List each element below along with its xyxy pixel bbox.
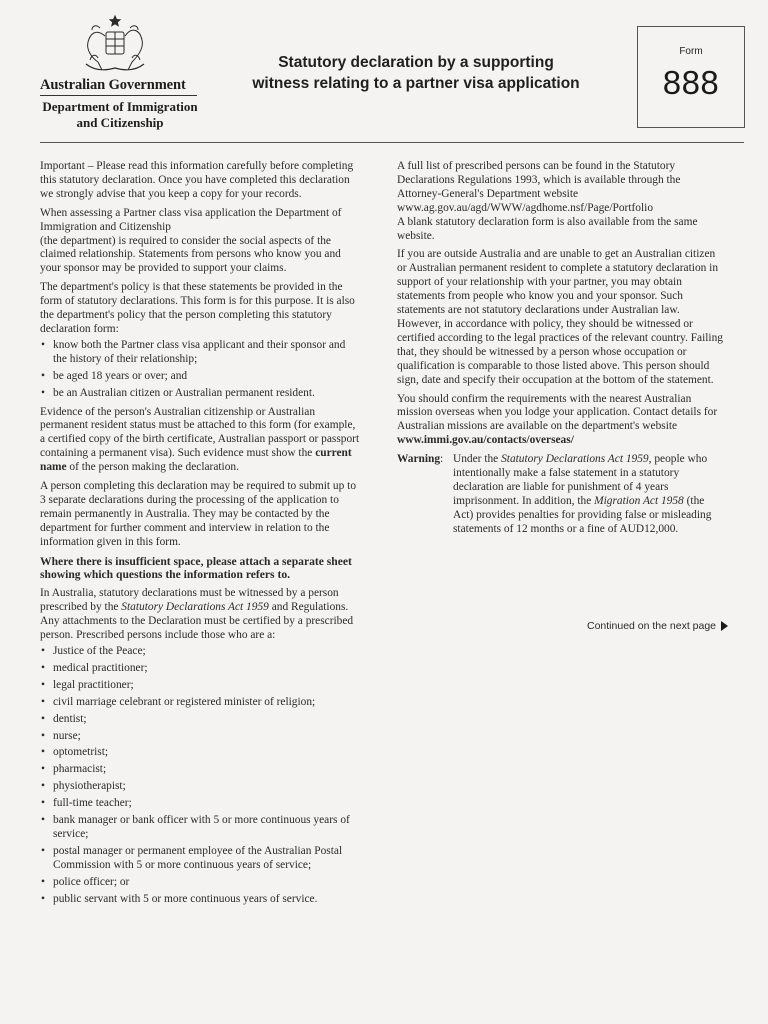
assessment-paragraph-part-2: (the department) is required to consider the social aspects of the claimed relationship. Statements from persons who know you and your sponsor may be provided to support your claims.: [40, 234, 341, 275]
list-item: • postal manager or permanent employee of the Australian Postal Commission with 5 or more continuous years of service;: [41, 844, 343, 871]
assessment-paragraph-part-1: When assessing a Partner class visa application the Department of Immigration and Citizenship: [40, 206, 342, 233]
continued-next-page: [587, 620, 728, 632]
current-name-emphasis: current name: [40, 447, 352, 474]
continued-label: Continued on the next page: [587, 620, 717, 632]
list-item: • optometrist;: [41, 746, 109, 759]
list-item: • Justice of the Peace;: [41, 645, 146, 657]
witness-paragraph: In Australia, statutory declarations must be witnessed by a person prescribed by the Statutory Declarations Act 1959 and Regulations. Any attachments to the Declaration must be certified by a prescribed person. Prescribed persons include those who are a:: [40, 587, 354, 642]
warning-label: Warning:: [397, 453, 444, 466]
list-item: • public servant with 5 or more continuous years of service.: [41, 892, 318, 905]
prescribed-list-paragraph: A full list of prescribed persons can be found in the Statutory Declarations Regulations 1993, which is available through the Attorney-General's Department website www.ag.gov.au/agd/WWW/agdhome.nsf/Page/Portfolio A blank statutory declaration form is also available from the same website.: [397, 160, 698, 242]
warning-text: Under the Statutory Declarations Act 1959, people who intentionally make a false statement in a statutory declaration are liable for punishment of 4 years imprisonment. In addition, the Migration Act 1958 (the Act) provides penalties for providing false or misleading statements of 12 months or a fine of AUD12,000.: [453, 453, 712, 535]
list-item: • know both the Partner class visa applicant and their sponsor and the history of their relationship;: [41, 338, 346, 365]
act-title: Statutory Declarations Act 1959: [121, 601, 269, 614]
list-item: • full-time teacher;: [41, 797, 132, 810]
list-item: • be aged 18 years or over; and: [41, 369, 188, 382]
coat-of-arms-icon: [78, 14, 152, 76]
form-number: 888: [662, 64, 720, 101]
form-title: [240, 52, 592, 94]
government-divider: [40, 95, 197, 96]
prescribed-persons-list: [40, 645, 360, 907]
list-item: • civil marriage celebrant or registered minister of religion;: [41, 695, 316, 708]
left-column: [40, 160, 360, 912]
list-item: • pharmacist;: [41, 763, 107, 776]
important-notice: Important – Please read this information carefully before completing this statutory declaration. Once you have completed this declaration we strongly advise that you keep a copy for your records.: [40, 160, 354, 200]
form-label: Form: [679, 46, 703, 57]
list-item: • medical practitioner;: [41, 661, 148, 674]
list-item: • bank manager or bank officer with 5 or more continuous years of service;: [41, 814, 350, 840]
header-divider: [40, 142, 744, 143]
criteria-list: [40, 339, 360, 401]
government-name: Australian Government: [40, 77, 186, 93]
confirm-requirements-paragraph: You should confirm the requirements with the nearest Australian mission overseas when you lodge your application. Contact details for Australian missions are available on the department's website www.immi.gov.au/contacts/overseas/: [397, 392, 718, 447]
list-item: • dentist;: [41, 712, 87, 725]
missions-url: www.immi.gov.au/contacts/overseas/: [397, 434, 574, 447]
warning-block: [397, 453, 724, 536]
list-item: • legal practitioner;: [41, 678, 134, 691]
outside-australia-paragraph: If you are outside Australia and are unable to get an Australian citizen or Australian permanent resident to complete a statutory declaration in support of your relationship with your partner, you may obtain statements from people who know you and your sponsor. Such statements are not statutory declarations under Australian law. However, in accordance with policy, they should be witnessed or certified according to the legal practices of the relevant country. Failing that, they should be witnessed by a person whose occupation or qualification is comparable to those listed above. This person should sign, date and specify their occupation at the bottom of the statement.: [397, 248, 723, 386]
form-number-box: [637, 26, 745, 128]
insufficient-space-notice: Where there is insufficient space, please attach a separate sheet showing which questions the information refers to.: [40, 554, 352, 582]
arrow-right-icon: [721, 621, 728, 631]
evidence-paragraph: Evidence of the person's Australian citizenship or Australian permanent resident status must be attached to this form (for example, a certified copy of the birth certificate, Australian passport or passport containing a permanent visa). Such evidence must show the current name of the person making the declaration.: [40, 405, 360, 474]
list-item: • police officer; or: [41, 875, 130, 888]
list-item: • nurse;: [41, 729, 81, 742]
multiple-declarations-paragraph: A person completing this declaration may be required to submit up to 3 separate declarations during the processing of the application to remain permanently in Australia. They may be contacted by the department for further comment and interview in relation to the information given in this form.: [40, 480, 357, 548]
department-name: [40, 99, 200, 130]
form-title-line-1: Statutory declaration by a supporting: [278, 54, 554, 71]
department-line-1: Department of Immigration: [42, 99, 198, 114]
assessment-paragraph: [40, 207, 360, 277]
right-column: [397, 160, 724, 537]
policy-paragraph: The department's policy is that these statements be provided in the form of statutory declarations. This form is for this purpose. It is also the department's policy that the person completing this statutory declaration form:: [40, 281, 355, 335]
form-title-line-2: witness relating to a partner visa application: [252, 75, 580, 92]
department-line-2: and Citizenship: [76, 114, 164, 130]
list-item: • be an Australian citizen or Australian permanent resident.: [41, 386, 315, 399]
attorney-general-url: www.ag.gov.au/agd/WWW/agdhome.nsf/Page/Portfolio: [397, 201, 654, 214]
list-item: • physiotherapist;: [41, 780, 126, 793]
